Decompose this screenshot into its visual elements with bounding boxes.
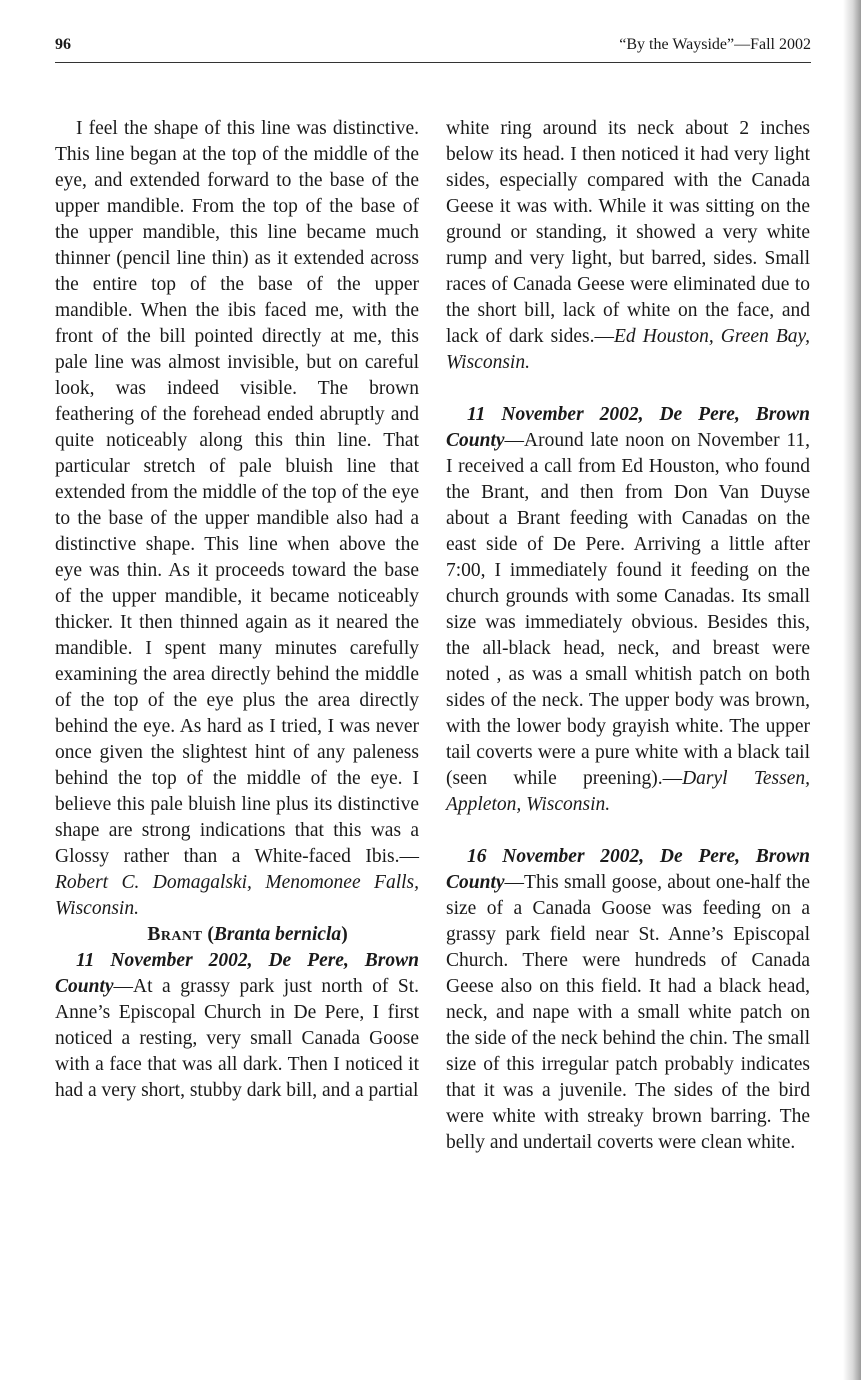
page-edge-shadow xyxy=(843,0,861,1380)
entry-1-signature: Ed Houston, Green Bay, Wisconsin. xyxy=(446,326,810,373)
entry-1-dateline: 11 November 2002, De Pere, Brown County xyxy=(55,950,419,997)
right-column xyxy=(446,116,810,1156)
running-head: “By the Wayside”—Fall 2002 xyxy=(619,36,811,53)
ibis-paragraph xyxy=(55,116,419,922)
entry-1-text-start: —At a grassy park just north of St. Anne’s Episcopal Church in De Pere, I first noticed a resting, very small Canada Goose with a face that was all dark. Then I noticed it had a very short, stubby dark bill, and a partial xyxy=(55,976,419,1101)
page-number: 96 xyxy=(55,36,71,53)
brant-entry-1-continued xyxy=(446,116,810,376)
entry-2-text: —Around late noon on November 11, I received a call from Ed Houston, who found the Brant, and then from Don Van Duyse about a Brant feeding with Canadas on the east side of De Pere. Arriving a little after 7:00, I immediately found it feeding on the church grounds with some Canadas. Its small size was immediately obvious. Besides this, the all-black head, neck, and breast were noted , as was a small whitish patch on both sides of the neck. The upper body was brown, with the lower body grayish white. The upper tail coverts were a pure white with a black tail (seen while preening).— xyxy=(446,430,810,789)
brant-entry-3 xyxy=(446,844,810,1156)
entry-3-dateline: 16 November 2002, De Pere, Brown County xyxy=(446,846,810,893)
entry-2-dateline: 11 November 2002, De Pere, Brown County xyxy=(446,404,810,451)
brant-entry-1 xyxy=(55,948,419,1104)
left-column xyxy=(55,116,419,1104)
ibis-text: I feel the shape of this line was distinctive. This line began at the top of the middle of the eye, and extended forward to the base of the upper mandible. From the top of the base of the upper mandible, this line became much thinner (pencil line thin) as it extended across the entire top of the base of the upper mandible. When the ibis faced me, with the front of the bill pointed directly at me, this pale line was almost invisible, but on careful look, was indeed visible. The brown feathering of the forehead ended abruptly and quite noticeably along this thin line. That particular stretch of pale bluish line that extended from the middle of the top of the eye to the base of the upper mandible also had a distinctive shape. This line when above the eye was thin. As it proceeds toward the base of the upper mandible, it became noticeably thicker. It then thinned again as it neared the mandible. I spent many minutes carefully examining the area directly behind the middle of the top of the eye plus the area directly behind the eye. As hard as I tried, I was never once given the slightest hint of any paleness behind the top of the middle of the eye. I believe this pale bluish line plus its distinctive shape are strong indications that this was a Glossy rather than a White-faced Ibis.— xyxy=(55,118,419,867)
page-header xyxy=(55,36,811,63)
species-heading: Brant (Branta bernicla) xyxy=(147,924,348,945)
entry-2-signature: Daryl Tessen, Appleton, Wisconsin. xyxy=(446,768,810,815)
species-common-name: Brant xyxy=(147,924,203,945)
brant-entry-2 xyxy=(446,402,810,818)
species-scientific-name: Branta bernicla xyxy=(213,924,342,945)
entry-3-text: —This small goose, about one-half the size of a Canada Goose was feeding on a grassy park field near St. Anne’s Episcopal Church. There were hundreds of Canada Geese also on this field. It had a black head, neck, and nape with a small white patch on the side of the neck behind the chin. The small size of this irregular patch probably indicates that it was a juvenile. The sides of the bird were white with streaky brown barring. The belly and undertail coverts were clean white. xyxy=(446,872,810,1153)
entry-1-text-end: white ring around its neck about 2 inches below its head. I then noticed it had very light sides, especially compared with the Canada Geese it was with. While it was sitting on the ground or standing, it showed a very white rump and very light, but barred, sides. Small races of Canada Geese were eliminated due to the short bill, lack of white on the face, and lack of dark sides.— xyxy=(446,118,810,347)
ibis-signature: Robert C. Domagalski, Menomonee Falls, Wisconsin. xyxy=(55,872,419,919)
